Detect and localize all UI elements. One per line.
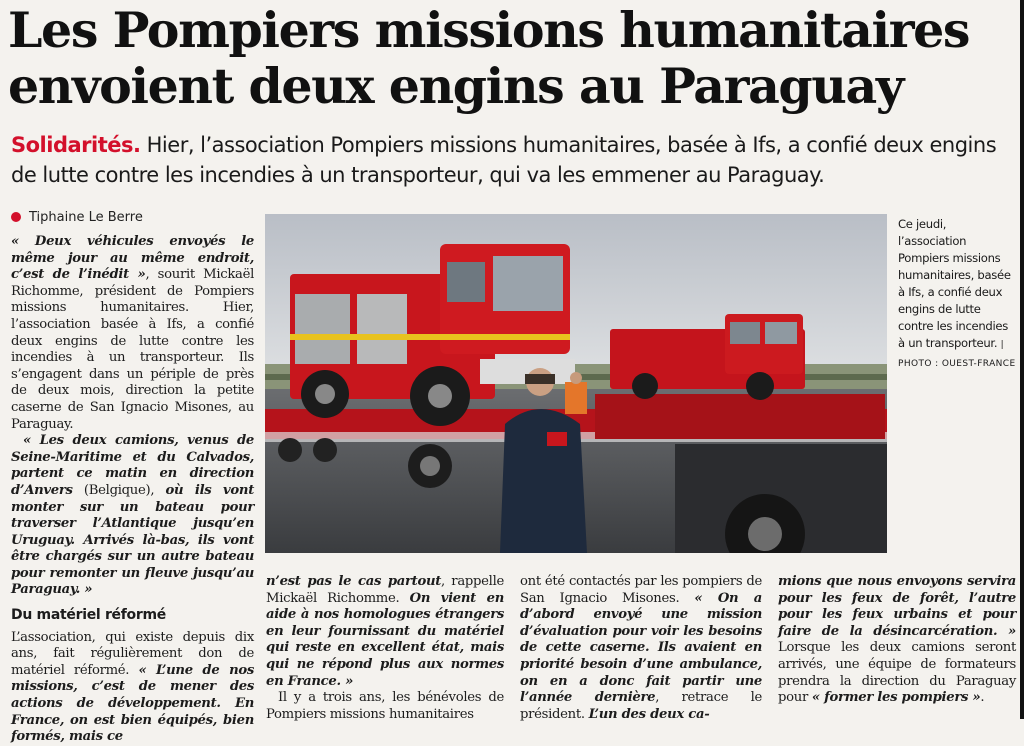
quote: L’un des deux ca- — [588, 706, 710, 722]
fire-trucks-photo — [265, 214, 887, 553]
person-hair — [525, 374, 555, 384]
fire-truck-shutter — [357, 294, 407, 364]
fire-truck-hub — [315, 384, 335, 404]
caption-text: Ce jeudi, l’association Pompiers missions humanitaires, basée à Ifs, a confié deux engins de lutte contre les incendies à un transporteur. — [898, 217, 1011, 350]
fire-truck-shutter — [295, 294, 350, 364]
person-jacket — [500, 409, 587, 553]
article-column-1 — [11, 234, 254, 746]
text: , retrace le président. — [520, 690, 762, 722]
worker-vest — [565, 382, 587, 414]
byline-author: Tiphaine Le Berre — [29, 210, 143, 225]
worker-head — [570, 372, 582, 384]
trailer-ramp — [595, 394, 885, 439]
article-column-4 — [778, 574, 1016, 707]
quote: « Deux véhicules envoyés le même jour au même endroit, c’est de l’inédit » — [11, 234, 254, 283]
fire-truck-windshield — [493, 256, 563, 311]
quote: « former les pompiers » — [811, 690, 981, 706]
text: ont été contactés par les pompiers de San Ignacio Misones. — [520, 574, 762, 606]
photo-caption — [898, 216, 1016, 373]
quote: où ils vont monter sur un bateau pour traverser l’Atlantique jusqu’en Uruguay. Arrivés là-bas, ils vont être chargés sur un autre bateau pour remonter un fleuve jusqu’au Paraguay. » — [11, 482, 254, 598]
headline: Les Pompiers missions humanitaires envoient deux engins au Paraguay — [8, 1, 970, 115]
chapo-kicker: Solidarités. — [11, 133, 141, 157]
byline — [11, 210, 143, 225]
quote: mions que nous envoyons servira pour les feux de forêt, l’autre pour les feux urbains et pour faire de la désincarcération. » — [778, 574, 1016, 639]
subheading: Du matériel réformé — [11, 607, 166, 624]
text: Lorsque les deux camions seront arrivés, une équipe de formateurs prendra la direction du Paraguay pour — [778, 640, 1016, 706]
trailer-hub — [420, 456, 440, 476]
text: , rappelle Mickaël Richomme. — [266, 574, 505, 606]
col2-paragraph-2: Il y a trois ans, les bénévoles de Pompiers missions humanitaires — [266, 690, 504, 722]
fire-truck-rear-wheel — [632, 373, 658, 399]
text: L’association, qui existe depuis dix ans, fait régulièrement don de matériel réformé. — [11, 629, 254, 678]
text: . — [980, 690, 985, 706]
col1-paragraph-2 — [11, 433, 254, 599]
col4-paragraph-1 — [778, 574, 1016, 707]
fire-truck-side-window — [447, 262, 485, 302]
fire-truck-rear-wheel — [746, 372, 774, 400]
col2-paragraph-1 — [266, 574, 504, 690]
tractor-hub — [748, 517, 782, 551]
col1-paragraph-3 — [11, 630, 254, 746]
col1-paragraph-1 — [11, 234, 254, 433]
col3-paragraph-1 — [520, 574, 762, 723]
article-photo — [265, 214, 887, 553]
page-edge — [1020, 0, 1024, 719]
photo-credit: | PHOTO : OUEST-FRANCE — [898, 340, 1016, 369]
fire-truck-stripe — [290, 334, 570, 340]
trailer-wheel — [278, 438, 302, 462]
byline-dot-icon — [11, 212, 21, 222]
article-column-2 — [266, 574, 504, 723]
text: (Belgique), — [72, 482, 166, 498]
quote: On vient en aide à nos homologues étrangers en leur fournissant du matériel qui reste en excellent état, mais qui ne répond plus aux normes en France. » — [266, 590, 504, 689]
quote: n’est pas le cas partout — [266, 574, 442, 589]
fire-truck-rear-window — [765, 322, 797, 344]
fire-truck-rear-window — [730, 322, 760, 344]
quote: « L’une de nos missions, c’est de mener des actions de développement. En France, on est bien équipés, bien formés, mais ce — [11, 662, 254, 745]
quote: « On a d’abord envoyé une mission d’évaluation pour voir les besoins de cette caserne. Ils avaient en priorité besoin d’une ambulance, on en a donc fait partir une l’année dernière — [520, 590, 763, 706]
trailer-wheel — [313, 438, 337, 462]
article-column-3 — [520, 574, 762, 723]
text: , sourit Mickaël Richomme, président de Pompiers missions humanitaires. Hier, l’association basée à Ifs, a confié deux engins de lutte contre les incendies à un transporteur. Ils s’engagent dans un périple de près de deux mois, direction la petite caserne de San Ignacio Misones, au Paraguay. — [11, 267, 255, 432]
chapo — [11, 130, 1011, 190]
quote: « Les deux camions, venus de Seine-Maritime et du Calvados, partent ce matin en direction d’Anvers — [11, 433, 254, 498]
chapo-text: Hier, l’association Pompiers missions humanitaires, basée à Ifs, a confié deux engins de lutte contre les incendies à un transporteur, qui va les emmener au Paraguay. — [11, 133, 997, 187]
person-badge — [547, 432, 567, 446]
fire-truck-hub — [428, 384, 452, 408]
